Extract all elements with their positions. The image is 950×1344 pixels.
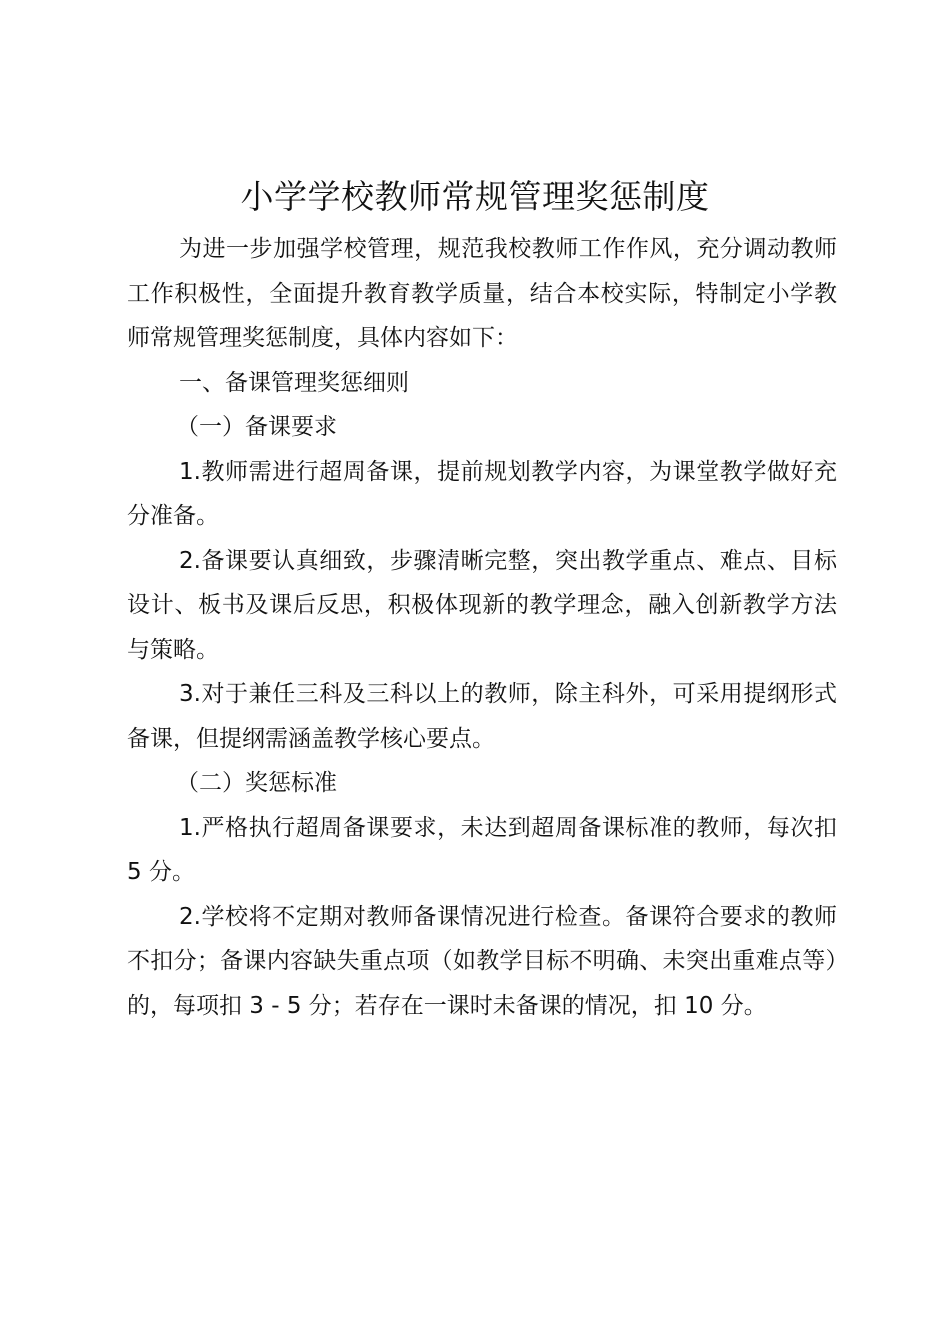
subsection-heading-standards: （二）奖惩标准	[176, 770, 337, 796]
standard-item: 1.严格执行超周备课要求，未达到超周备课标准的教师，每次扣 5 分。	[127, 814, 837, 885]
section-heading: 一、备课管理奖惩细则	[179, 369, 409, 396]
requirement-item: 3.对于兼任三科及三科以上的教师，除主科外，可采用提纲形式备课，但提纲需涵盖教学核心要点。	[127, 681, 837, 752]
intro-paragraph: 为进一步加强学校管理，规范我校教师工作作风，充分调动教师工作积极性，全面提升教育教学质量，结合本校实际，特制定小学教师常规管理奖惩制度，具体内容如下：	[127, 236, 837, 351]
standard-item: 2.学校将不定期对教师备课情况进行检查。备课符合要求的教师不扣分；备课内容缺失重点项（如教学目标不明确、未突出重难点等）的，每项扣 3 - 5 分；若存在一课时未备课的情况，扣 10 分。	[127, 903, 837, 1019]
requirement-item: 1.教师需进行超周备课，提前规划教学内容，为课堂教学做好充分准备。	[127, 458, 837, 529]
document-title: 小学学校教师常规管理奖惩制度	[240, 177, 710, 216]
document-body	[127, 227, 837, 1028]
requirement-item: 2.备课要认真细致，步骤清晰完整，突出教学重点、难点、目标设计、板书及课后反思，积极体现新的教学理念，融入创新教学方法与策略。	[127, 547, 837, 663]
subsection-heading-requirements: （一）备课要求	[176, 414, 337, 440]
